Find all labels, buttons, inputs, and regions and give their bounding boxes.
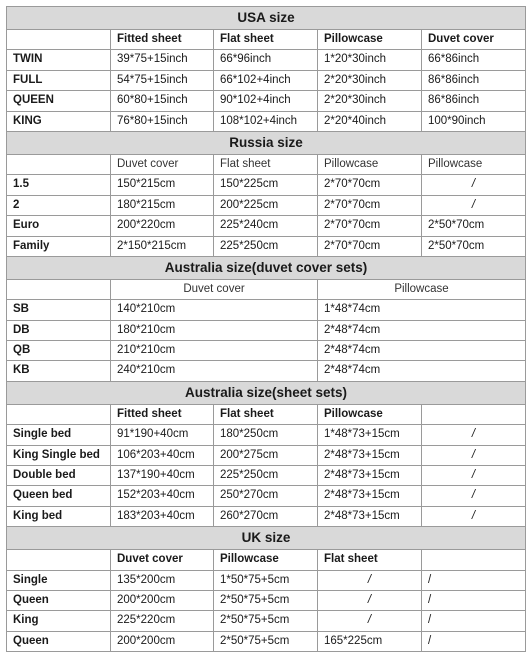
table-cell: 2*48*73+15cm <box>318 466 422 485</box>
table-row <box>7 216 525 236</box>
table-row <box>7 321 525 341</box>
table-row <box>7 112 525 132</box>
table-cell: 140*210cm <box>111 300 318 319</box>
table-cell: 2*70*70cm <box>318 237 422 256</box>
header-cell-empty <box>7 280 111 299</box>
header-cell: Flat sheet <box>214 155 318 174</box>
table-cell: 2*50*70cm <box>428 219 485 232</box>
header-row <box>7 405 525 425</box>
table-cell: 180*210cm <box>111 321 318 340</box>
row-label: King bed <box>7 507 111 526</box>
table-cell: 260*270cm <box>214 507 318 526</box>
table-row <box>7 446 525 466</box>
table-cell: / <box>428 593 432 606</box>
table-row <box>7 300 525 320</box>
table-cell: 250*270cm <box>214 486 318 505</box>
table-cell: 200*225cm <box>214 196 318 215</box>
header-cell: Flat sheet <box>214 405 318 424</box>
table-cell: 200*220cm <box>111 216 214 235</box>
table-cell: 54*75+15inch <box>111 71 214 90</box>
header-cell: Duvet cover <box>428 33 494 45</box>
table-cell: 135*200cm <box>111 571 214 590</box>
header-cell: Pillowcase <box>214 550 318 569</box>
row-label: Queen <box>7 591 111 610</box>
table-cell: 180*250cm <box>214 425 318 444</box>
table-cell: 2*70*70cm <box>318 216 422 235</box>
row-label: Single bed <box>7 425 111 444</box>
table-cell: 152*203+40cm <box>111 486 214 505</box>
header-row <box>7 30 525 50</box>
table-cell: 2*48*74cm <box>324 323 381 336</box>
table-cell: 1*50*75+5cm <box>214 571 318 590</box>
table-cell: 86*86inch <box>428 94 480 107</box>
section-title: USA size <box>7 7 525 30</box>
table-row <box>7 591 525 611</box>
table-cell: 240*210cm <box>111 361 318 380</box>
table-cell: / <box>318 611 422 630</box>
row-label: KING <box>7 112 111 131</box>
table-row <box>7 611 525 631</box>
header-row <box>7 155 525 175</box>
row-label: Family <box>7 237 111 256</box>
table-cell: 1*20*30inch <box>318 50 422 69</box>
table-row <box>7 91 525 111</box>
table-cell: 200*200cm <box>111 591 214 610</box>
table-row <box>7 466 525 486</box>
header-row <box>7 280 525 300</box>
table-cell: 2*48*73+15cm <box>318 446 422 465</box>
header-cell: Pillowcase <box>318 405 422 424</box>
table-cell: 66*86inch <box>428 53 480 66</box>
row-label: TWIN <box>7 50 111 69</box>
table-row <box>7 196 525 216</box>
table-cell: 150*225cm <box>214 175 318 194</box>
table-cell: 2*70*70cm <box>318 175 422 194</box>
table-cell: / <box>471 448 476 461</box>
header-cell: Fitted sheet <box>111 405 214 424</box>
table-cell: 2*48*73+15cm <box>318 486 422 505</box>
row-label: SB <box>7 300 111 319</box>
table-cell: / <box>428 573 432 586</box>
table-cell: 200*200cm <box>111 632 214 651</box>
uk-size-section <box>7 527 525 651</box>
table-cell: 183*203+40cm <box>111 507 214 526</box>
table-cell: 2*20*30inch <box>318 71 422 90</box>
header-cell: Pillowcase <box>318 155 422 174</box>
row-label: QB <box>7 341 111 360</box>
table-cell: 1*48*73+15cm <box>318 425 422 444</box>
table-cell: 39*75+15inch <box>111 50 214 69</box>
table-cell: 91*190+40cm <box>111 425 214 444</box>
header-cell: Pillowcase <box>394 282 449 295</box>
table-cell: 137*190+40cm <box>111 466 214 485</box>
row-label: QUEEN <box>7 91 111 110</box>
russia-size-section <box>7 132 525 257</box>
table-cell: 180*215cm <box>111 196 214 215</box>
table-cell: 100*90inch <box>428 114 486 127</box>
header-cell: Duvet cover <box>111 155 214 174</box>
table-cell: 225*240cm <box>214 216 318 235</box>
row-label: Euro <box>7 216 111 235</box>
table-cell: / <box>471 178 476 191</box>
table-cell: / <box>428 634 432 647</box>
row-label: 1.5 <box>7 175 111 194</box>
row-label: King <box>7 611 111 630</box>
header-cell: Duvet cover <box>111 280 318 299</box>
table-cell: / <box>471 509 476 522</box>
table-cell: 1*48*74cm <box>324 303 381 316</box>
table-cell: / <box>428 614 432 627</box>
section-title: Australia size(sheet sets) <box>7 382 525 405</box>
table-cell: / <box>471 489 476 502</box>
table-cell: / <box>318 591 422 610</box>
table-row <box>7 486 525 506</box>
header-cell: Flat sheet <box>318 550 422 569</box>
table-row <box>7 361 525 381</box>
table-row <box>7 237 525 257</box>
table-cell: 86*86inch <box>428 73 480 86</box>
table-cell: 225*250cm <box>214 237 318 256</box>
table-cell: 2*50*75+5cm <box>214 591 318 610</box>
header-cell: Flat sheet <box>214 30 318 49</box>
table-row <box>7 50 525 70</box>
table-row <box>7 175 525 195</box>
table-cell: 2*48*74cm <box>324 344 381 357</box>
header-cell: Pillowcase <box>318 30 422 49</box>
row-label: DB <box>7 321 111 340</box>
table-cell: 108*102+4inch <box>214 112 318 131</box>
table-row <box>7 341 525 361</box>
header-cell-empty <box>7 30 111 49</box>
row-label: Queen <box>7 632 111 651</box>
header-cell <box>422 405 525 424</box>
row-label: 2 <box>7 196 111 215</box>
table-cell: 210*210cm <box>111 341 318 360</box>
header-cell: Fitted sheet <box>111 30 214 49</box>
table-cell: 60*80+15inch <box>111 91 214 110</box>
row-label: Queen bed <box>7 486 111 505</box>
table-cell: / <box>471 469 476 482</box>
table-cell: 2*48*74cm <box>324 364 381 377</box>
table-cell: 2*50*75+5cm <box>214 632 318 651</box>
header-cell: Pillowcase <box>428 157 483 170</box>
header-cell-empty <box>7 550 111 569</box>
table-cell: 2*150*215cm <box>111 237 214 256</box>
table-cell: 150*215cm <box>111 175 214 194</box>
header-cell <box>422 550 525 569</box>
table-cell: 90*102+4inch <box>214 91 318 110</box>
usa-size-section <box>7 7 525 132</box>
row-label: Double bed <box>7 466 111 485</box>
table-cell: 2*20*40inch <box>318 112 422 131</box>
table-cell: / <box>471 198 476 211</box>
table-cell: 2*20*30inch <box>318 91 422 110</box>
table-cell: 200*275cm <box>214 446 318 465</box>
section-title: Russia size <box>7 132 525 155</box>
australia-sheet-section <box>7 382 525 527</box>
table-cell: 106*203+40cm <box>111 446 214 465</box>
table-cell: 225*250cm <box>214 466 318 485</box>
table-cell: / <box>471 428 476 441</box>
table-cell: / <box>318 571 422 590</box>
row-label: KB <box>7 361 111 380</box>
header-cell-empty <box>7 155 111 174</box>
table-cell: 2*50*75+5cm <box>214 611 318 630</box>
section-title: UK size <box>7 527 525 550</box>
table-cell: 66*96inch <box>214 50 318 69</box>
table-row <box>7 507 525 527</box>
header-cell-empty <box>7 405 111 424</box>
table-cell: 76*80+15inch <box>111 112 214 131</box>
table-cell: 2*70*70cm <box>318 196 422 215</box>
table-row <box>7 425 525 445</box>
header-cell: Duvet cover <box>111 550 214 569</box>
section-title: Australia size(duvet cover sets) <box>7 257 525 280</box>
table-row <box>7 71 525 91</box>
table-cell: 2*50*70cm <box>428 239 485 252</box>
row-label: King Single bed <box>7 446 111 465</box>
table-cell: 165*225cm <box>318 632 422 651</box>
row-label: Single <box>7 571 111 590</box>
table-row <box>7 632 525 651</box>
row-label: FULL <box>7 71 111 90</box>
table-cell: 2*48*73+15cm <box>318 507 422 526</box>
size-chart <box>6 6 526 652</box>
table-row <box>7 571 525 591</box>
australia-duvet-section <box>7 257 525 382</box>
header-row <box>7 550 525 570</box>
table-cell: 225*220cm <box>111 611 214 630</box>
table-cell: 66*102+4inch <box>214 71 318 90</box>
